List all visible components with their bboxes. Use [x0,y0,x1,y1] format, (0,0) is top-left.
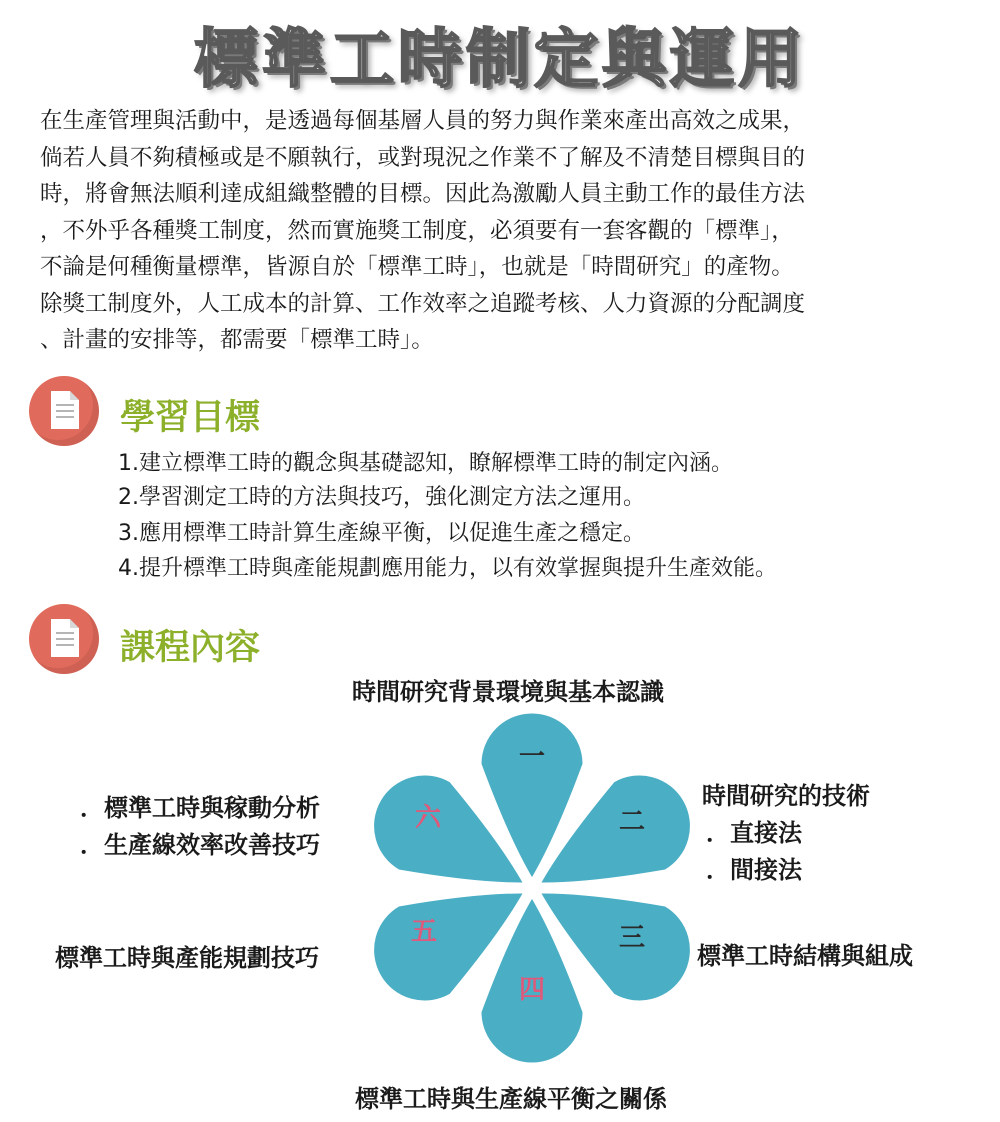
petal-label-6-item: ．標準工時與稼動分析 [80,794,320,822]
goal-item: 1.建立標準工時的觀念與基礎認知，瞭解標準工時的制定內涵。 [118,451,733,476]
petal-number-1: 一 [518,742,546,772]
petal-number-2: 二 [618,807,646,837]
petal-label-5: 標準工時與產能規劃技巧 [55,944,319,972]
intro-line: 除獎工制度外，人工成本的計算、工作效率之追蹤考核、人力資源的分配調度 [40,290,806,317]
petal-label-3: 標準工時結構與組成 [697,942,913,970]
goal-item: 3.應用標準工時計算生產線平衡，以促進生產之穩定。 [118,521,645,546]
goal-item: 4.提升標準工時與產能規劃應用能力，以有效掌握與提升生產效能。 [118,556,777,581]
section-title-goals: 學習目標 [120,398,261,438]
petal-label-2-title: 時間研究的技術 [702,782,870,810]
page-title: 標準工時制定與運用 [194,23,806,97]
intro-line: 倘若人員不夠積極或是不願執行，或對現況之作業不了解及不清楚目標與目的 [40,144,806,171]
intro-line: 不論是何種衡量標準，皆源自於「標準工時」，也就是「時間研究」的產物。 [40,254,794,280]
intro-line: ，不外乎各種獎工制度，然而實施獎工制度，必須要有一套客觀的「標準」， [40,217,794,244]
intro-line: 、計畫的安排等，都需要「標準工時」。 [40,327,434,353]
section-title-content: 課程內容 [120,628,261,668]
petal-label-2-item: ．直接法 [706,819,802,847]
petal-label-4: 標準工時與生產線平衡之關係 [355,1085,667,1113]
petal-label-6-item: ．生產線效率改善技巧 [80,831,320,859]
goal-item: 2.學習測定工時的方法與技巧，強化測定方法之運用。 [118,485,645,510]
intro-line: 在生產管理與活動中，是透過每個基層人員的努力與作業來產出高效之成果， [40,108,806,134]
petal-label-2-item: ．間接法 [706,856,802,884]
petal-number-6: 六 [414,803,442,833]
intro-line: 時，將會無法順利達成組織整體的目標。因此為激勵人員主動工作的最佳方法 [40,181,806,207]
petal-number-5: 五 [410,917,438,947]
petal-label-1: 時間研究背景環境與基本認識 [352,678,664,706]
petal-number-4: 四 [518,975,546,1005]
petal-number-3: 三 [618,923,646,953]
